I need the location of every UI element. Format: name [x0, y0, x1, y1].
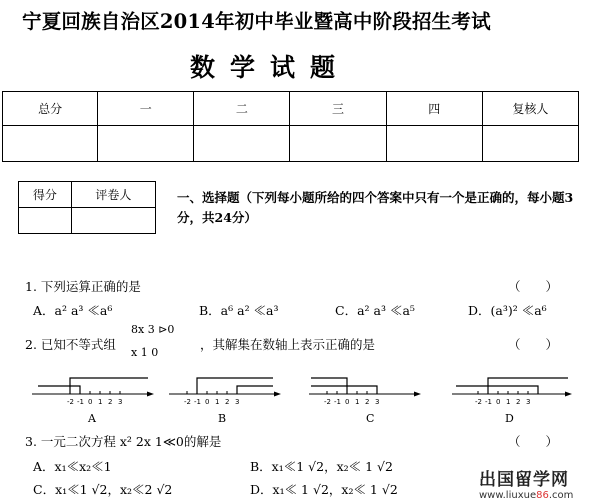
q1-stem: 1. 下列运算正确的是: [25, 279, 141, 294]
q2-numberline-a[interactable]: [28, 372, 158, 410]
score-cell[interactable]: [386, 126, 482, 162]
score-cell[interactable]: [482, 126, 578, 162]
grader-header-grader: 评卷人: [71, 182, 155, 208]
exam-subtitle: 数学试题: [190, 53, 351, 82]
q3-option-c[interactable]: C．x₁≪1 √2，x₂≪2 √2: [33, 482, 173, 497]
q2-stem-prefix: 2. 已知不等式组: [25, 337, 116, 352]
svg-text:3: 3: [526, 398, 531, 406]
score-table: [2, 91, 579, 162]
q2-system-line2: x 1 0: [131, 346, 159, 359]
score-cell[interactable]: [3, 126, 98, 162]
svg-text:-1: -1: [485, 398, 492, 406]
svg-text:2: 2: [108, 398, 113, 406]
q3-stem: 3. 一元二次方程 x² 2x 1≪0的解是: [25, 434, 222, 449]
svg-text:1: 1: [506, 398, 511, 406]
svg-text:3: 3: [375, 398, 380, 406]
svg-text:-1: -1: [77, 398, 84, 406]
watermark-url: [479, 490, 607, 501]
score-header-4: 四: [386, 92, 482, 126]
score-cell[interactable]: [194, 126, 290, 162]
q1-option-a[interactable]: A．a² a³ ≪a⁶: [33, 303, 113, 318]
score-cell[interactable]: [98, 126, 194, 162]
grader-table: [18, 181, 156, 234]
svg-text:-2: -2: [184, 398, 191, 406]
watermark-url-num: 86: [536, 490, 549, 501]
q2-label-d: D: [505, 412, 514, 425]
section-heading: 一、选择题（下列每小题所给的四个答案中只有一个是正确的，每小题3分，共24分）: [177, 190, 574, 225]
q1-answer-paren: （ ）: [508, 279, 559, 294]
watermark-title: 出国留学网: [479, 470, 569, 490]
svg-text:2: 2: [365, 398, 370, 406]
q2-label-c: C: [366, 412, 375, 425]
watermark-logo: [479, 465, 607, 499]
svg-text:3: 3: [235, 398, 240, 406]
svg-text:0: 0: [88, 398, 93, 406]
score-header-3: 三: [290, 92, 386, 126]
score-header-1: 一: [98, 92, 194, 126]
score-header-2: 二: [194, 92, 290, 126]
grader-cell[interactable]: [19, 208, 72, 234]
q3-answer-paren: （ ）: [508, 434, 559, 449]
grader-header-score: 得分: [19, 182, 72, 208]
svg-text:-2: -2: [67, 398, 74, 406]
q2-label-a: A: [88, 412, 96, 425]
svg-text:2: 2: [516, 398, 521, 406]
svg-text:1: 1: [215, 398, 220, 406]
score-cell[interactable]: [290, 126, 386, 162]
q1-option-d[interactable]: D．(a³)² ≪a⁶: [468, 303, 547, 318]
svg-text:2: 2: [225, 398, 230, 406]
score-header-total: 总分: [3, 92, 98, 126]
q1-option-b[interactable]: B．a⁶ a² ≪a³: [199, 303, 279, 318]
svg-text:0: 0: [345, 398, 350, 406]
q2-system-line1: 8x 3 ⊳0: [131, 323, 175, 336]
watermark-url-prefix: www.liuxue: [479, 490, 537, 501]
svg-text:-1: -1: [194, 398, 201, 406]
score-table-blank-row: [3, 126, 579, 162]
svg-text:3: 3: [118, 398, 123, 406]
q2-numberline-c[interactable]: [305, 372, 427, 410]
exam-title: 宁夏回族自治区2014年初中毕业暨高中阶段招生考试: [22, 10, 491, 33]
q2-numberline-d[interactable]: [448, 372, 578, 410]
score-header-reviewer: 复核人: [482, 92, 578, 126]
svg-text:1: 1: [98, 398, 103, 406]
q1-option-c[interactable]: C．a² a³ ≪a⁵: [335, 303, 415, 318]
q2-numberline-b[interactable]: [165, 372, 285, 410]
watermark-url-suffix: .com: [548, 490, 574, 501]
q2-label-b: B: [218, 412, 227, 425]
svg-text:0: 0: [496, 398, 501, 406]
svg-text:-1: -1: [334, 398, 341, 406]
score-table-header-row: [3, 92, 579, 126]
q3-option-b[interactable]: B．x₁≪1 √2，x₂≪ 1 √2: [250, 459, 393, 474]
svg-text:-2: -2: [324, 398, 331, 406]
q3-option-a[interactable]: A．x₁≪x₂≪1: [33, 459, 112, 474]
svg-text:1: 1: [355, 398, 360, 406]
q3-option-d[interactable]: D．x₁≪ 1 √2，x₂≪ 1 √2: [250, 482, 398, 497]
q2-answer-paren: （ ）: [508, 337, 559, 352]
grader-cell[interactable]: [71, 208, 155, 234]
svg-text:-2: -2: [475, 398, 482, 406]
svg-text:0: 0: [205, 398, 210, 406]
q2-stem-suffix: ，其解集在数轴上表示正确的是: [200, 337, 376, 352]
